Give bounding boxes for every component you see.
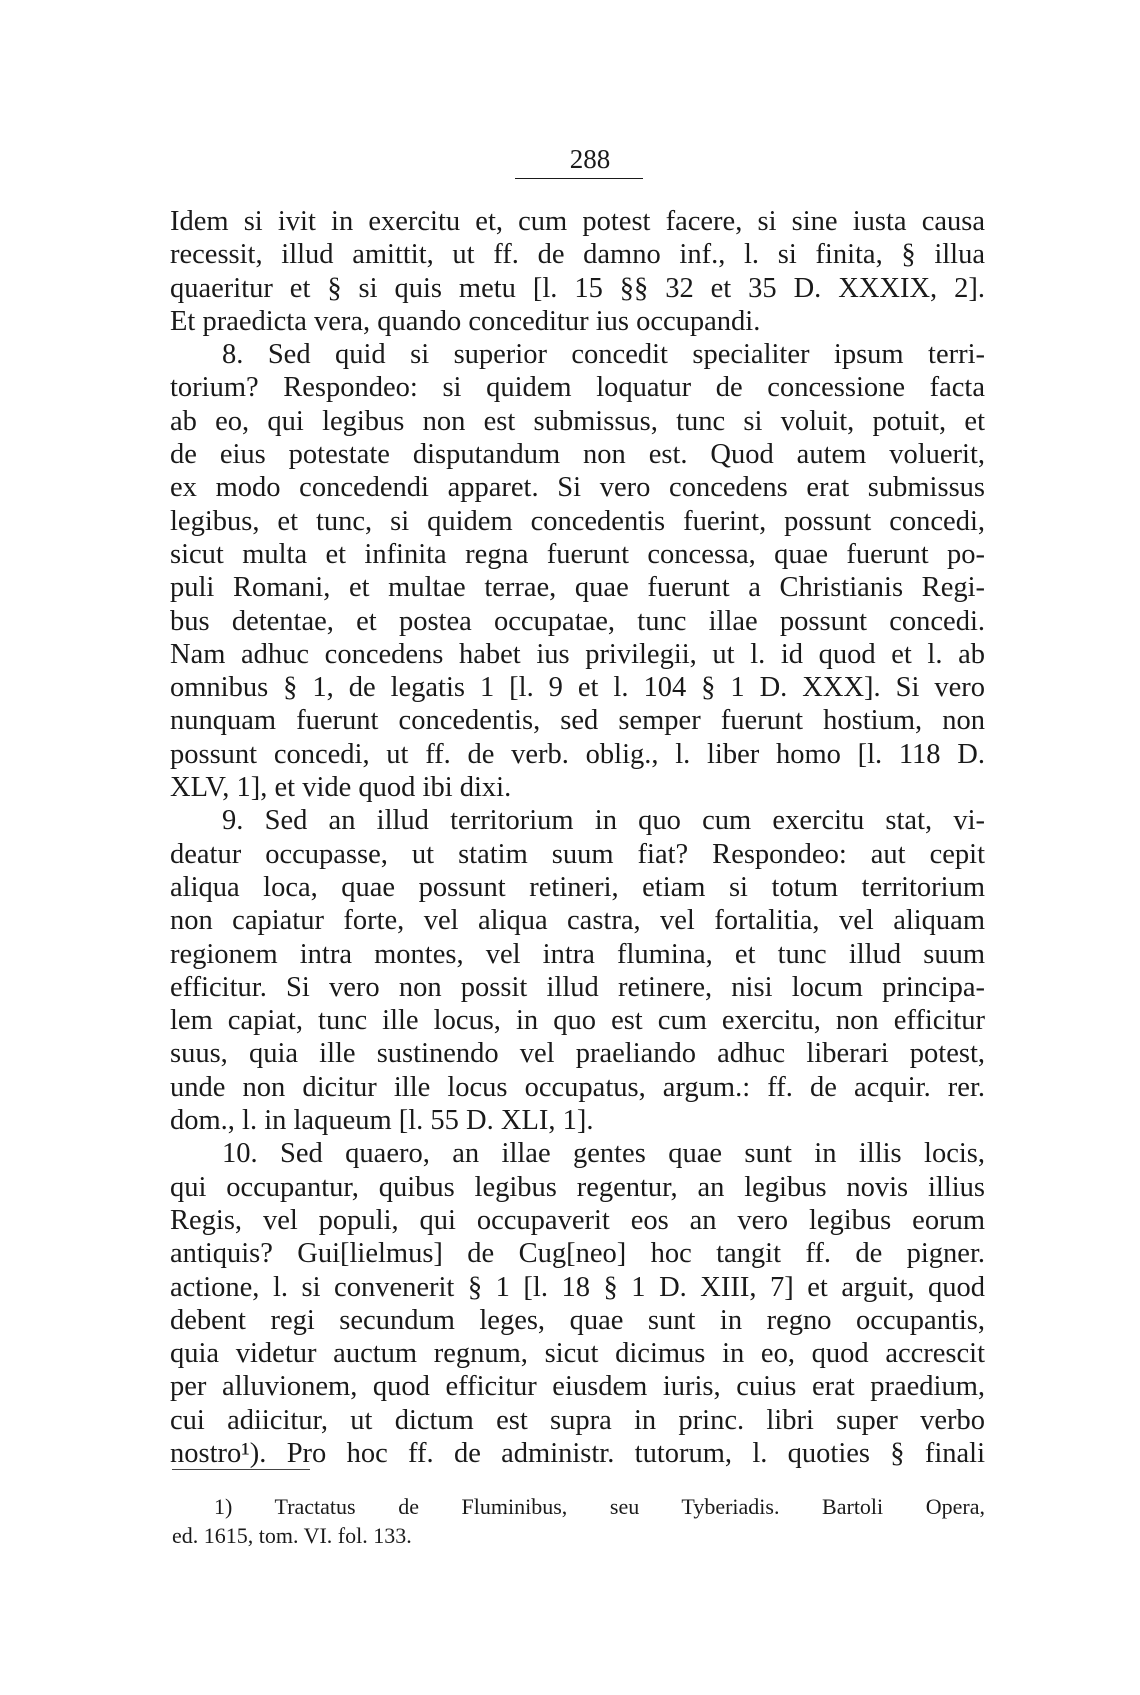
text-line: torium? Respondeo: si quidem loquatur de concessione facta: [170, 372, 985, 404]
text-line: puli Romani, et multae terrae, quae fuerunt a Christianis Regi-: [170, 572, 985, 604]
text-line: nunquam fuerunt concedentis, sed semper fuerunt hostium, non: [170, 705, 985, 737]
footnote-rule: [172, 1469, 310, 1470]
text-line: per alluvionem, quod efficitur eiusdem iuris, cuius erat praedium,: [170, 1371, 985, 1403]
text-line: deatur occupasse, ut statim suum fiat? Respondeo: aut cepit: [170, 838, 985, 870]
text-line: sicut multa et infinita regna fuerunt concessa, quae fuerunt po-: [170, 538, 985, 570]
text-line: debent regi secundum leges, quae sunt in regno occupantis,: [170, 1304, 985, 1336]
text-line: de eius potestate disputandum non est. Quod autem voluerit,: [170, 439, 985, 471]
text-line: ex modo concedendi apparet. Si vero concedens erat submissus: [170, 472, 985, 504]
text-line: lem capiat, tunc ille locus, in quo est cum exercitu, non efficitur: [170, 1005, 985, 1037]
body-text: [170, 205, 985, 1470]
text-line: dom., l. in laqueum [l. 55 D. XLI, 1].: [170, 1105, 594, 1137]
text-line: omnibus § 1, de legatis 1 [l. 9 et l. 104 § 1 D. XXX]. Si vero: [170, 672, 985, 704]
text-line: bus detentae, et postea occupatae, tunc illae possunt concedi.: [170, 605, 985, 637]
page-number: 288: [569, 144, 611, 174]
text-line: regionem intra montes, vel intra flumina, et tunc illud suum: [170, 938, 985, 970]
footnotes: [172, 1492, 985, 1550]
text-line: qui occupantur, quibus legibus regentur, an legibus novis illius: [170, 1171, 985, 1203]
text-line: 9. Sed an illud territorium in quo cum exercitu stat, vi-: [222, 805, 985, 837]
footnote-line: ed. 1615, tom. VI. fol. 133.: [172, 1523, 412, 1548]
text-line: antiquis? Gui[lielmus] de Cug[neo] hoc tangit ff. de pigner.: [170, 1238, 985, 1270]
text-line: recessit, illud amittit, ut ff. de damno inf., l. si finita, § illua: [170, 239, 985, 271]
text-line: quaeritur et § si quis metu [l. 15 §§ 32 et 35 D. XXXIX, 2].: [170, 272, 985, 304]
text-line: ab eo, qui legibus non est submissus, tunc si voluit, potuit, et: [170, 405, 985, 437]
text-line: non capiatur forte, vel aliqua castra, vel fortalitia, vel aliquam: [170, 905, 985, 937]
header-rule: [515, 178, 643, 179]
text-line: Idem si ivit in exercitu et, cum potest facere, si sine iusta causa: [170, 206, 985, 237]
text-line: 10. Sed quaero, an illae gentes quae sunt in illis locis,: [222, 1138, 985, 1170]
text-line: suus, quia ille sustinendo vel praeliando adhuc liberari potest,: [170, 1038, 985, 1070]
text-line: legibus, et tunc, si quidem concedentis fuerint, possunt concedi,: [170, 505, 985, 537]
text-line: efficitur. Si vero non possit illud retinere, nisi locum principa-: [170, 971, 985, 1003]
text-line: aliqua loca, quae possunt retineri, etiam si totum territorium: [170, 871, 985, 903]
text-line: 8. Sed quid si superior concedit specialiter ipsum terri-: [222, 339, 985, 371]
text-line: Et praedicta vera, quando conceditur ius occupandi.: [170, 305, 761, 337]
text-line: nostro¹). Pro hoc ff. de administr. tutorum, l. quoties § finali: [170, 1437, 985, 1469]
text-line: quia videtur auctum regnum, sicut dicimus in eo, quod accrescit: [170, 1338, 985, 1370]
text-line: XLV, 1], et vide quod ibi dixi.: [170, 772, 512, 804]
text-line: Regis, vel populi, qui occupaverit eos an vero legibus eorum: [170, 1204, 985, 1236]
text-line: actione, l. si convenerit § 1 [l. 18 § 1 D. XIII, 7] et arguit, quod: [170, 1271, 985, 1303]
text-line: unde non dicitur ille locus occupatus, argum.: ff. de acquir. rer.: [170, 1071, 985, 1103]
footnote-line: 1) Tractatus de Fluminibus, seu Tyberiadis. Bartoli Opera,: [214, 1494, 985, 1519]
text-line: Nam adhuc concedens habet ius privilegii, ut l. id quod et l. ab: [170, 638, 985, 670]
text-line: possunt concedi, ut ff. de verb. oblig., l. liber homo [l. 118 D.: [170, 738, 985, 770]
text-line: cui adiicitur, ut dictum est supra in princ. libri super verbo: [170, 1404, 985, 1436]
